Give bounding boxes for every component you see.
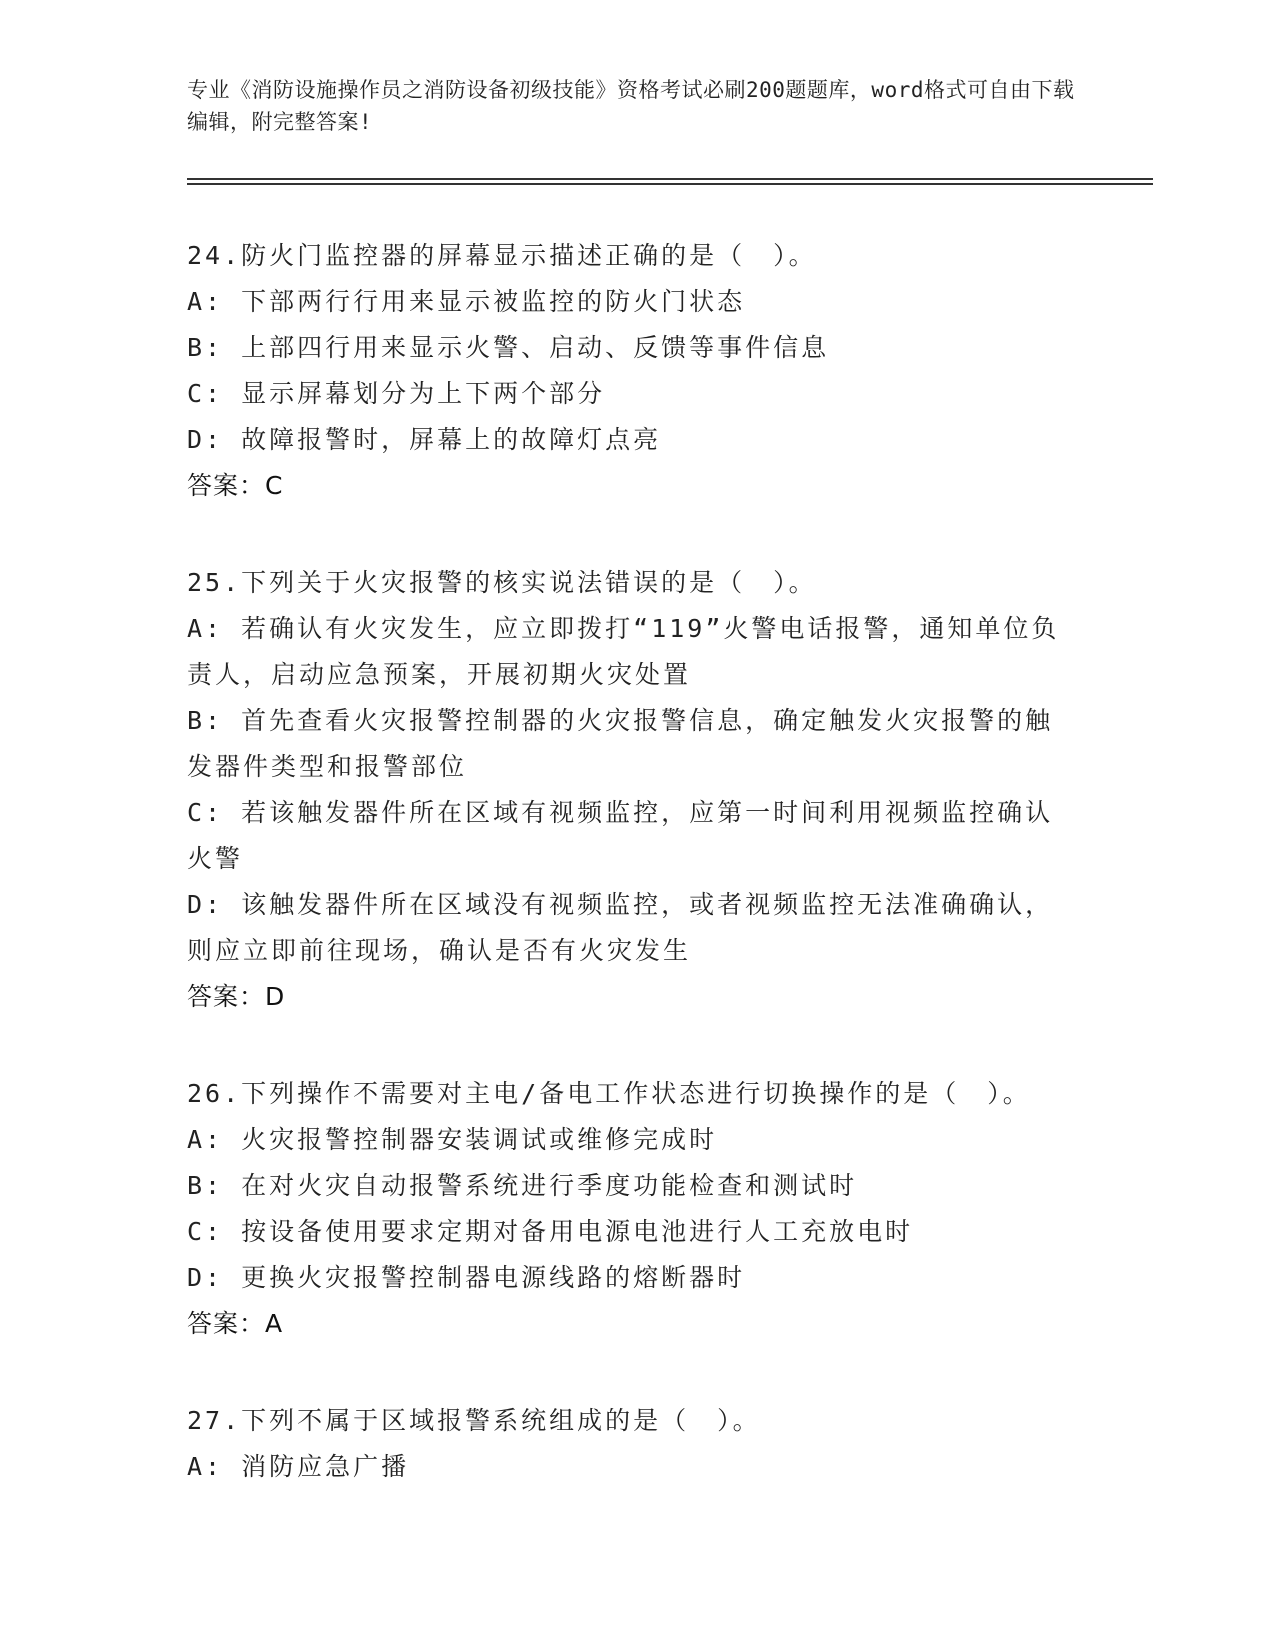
question-list: [187, 233, 1077, 1541]
question-stem: 25.下列关于火灾报警的核实说法错误的是（ ）。: [187, 568, 817, 597]
option-c: C: 按设备使用要求定期对备用电源电池进行人工充放电时: [187, 1217, 914, 1246]
question-stem: 26.下列操作不需要对主电/备电工作状态进行切换操作的是（ ）。: [187, 1079, 1031, 1108]
question-27: [187, 1398, 1077, 1490]
option-b: B: 上部四行用来显示火警、启动、反馈等事件信息: [187, 333, 830, 362]
option-c: C: 若该触发器件所在区域有视频监控，应第一时间利用视频监控确认火警: [187, 798, 1054, 873]
option-a: A: 消防应急广播: [187, 1452, 410, 1481]
option-a: A: 火灾报警控制器安装调试或维修完成时: [187, 1125, 718, 1154]
question-stem: 24.防火门监控器的屏幕显示描述正确的是（ ）。: [187, 241, 817, 270]
option-d: D: 更换火灾报警控制器电源线路的熔断器时: [187, 1263, 746, 1292]
question-26: [187, 1071, 1077, 1347]
option-b: B: 在对火灾自动报警系统进行季度功能检查和测试时: [187, 1171, 858, 1200]
answer-label: 答案：D: [187, 982, 286, 1011]
answer-label: 答案：A: [187, 1309, 284, 1338]
question-24: [187, 233, 1077, 509]
option-b: B: 首先查看火灾报警控制器的火灾报警信息，确定触发火灾报警的触发器件类型和报警部位: [187, 706, 1054, 781]
option-a: A: 下部两行行用来显示被监控的防火门状态: [187, 287, 746, 316]
question-25: [187, 560, 1077, 1020]
answer-label: 答案：C: [187, 471, 284, 500]
header-divider-bottom: [187, 183, 1153, 185]
document-intro: 专业《消防设施操作员之消防设备初级技能》资格考试必刷200题题库，word格式可自由下载编辑，附完整答案!: [187, 78, 1075, 134]
question-stem: 27.下列不属于区域报警系统组成的是（ ）。: [187, 1406, 761, 1435]
option-a: A: 若确认有火灾发生，应立即拨打“119”火警电话报警，通知单位负责人，启动应急预案，开展初期火灾处置: [187, 614, 1060, 689]
option-d: D: 该触发器件所在区域没有视频监控，或者视频监控无法准确确认，则应立即前往现场，确认是否有火灾发生: [187, 890, 1054, 965]
option-c: C: 显示屏幕划分为上下两个部分: [187, 379, 606, 408]
header-divider-top: [187, 178, 1153, 180]
option-d: D: 故障报警时，屏幕上的故障灯点亮: [187, 425, 662, 454]
